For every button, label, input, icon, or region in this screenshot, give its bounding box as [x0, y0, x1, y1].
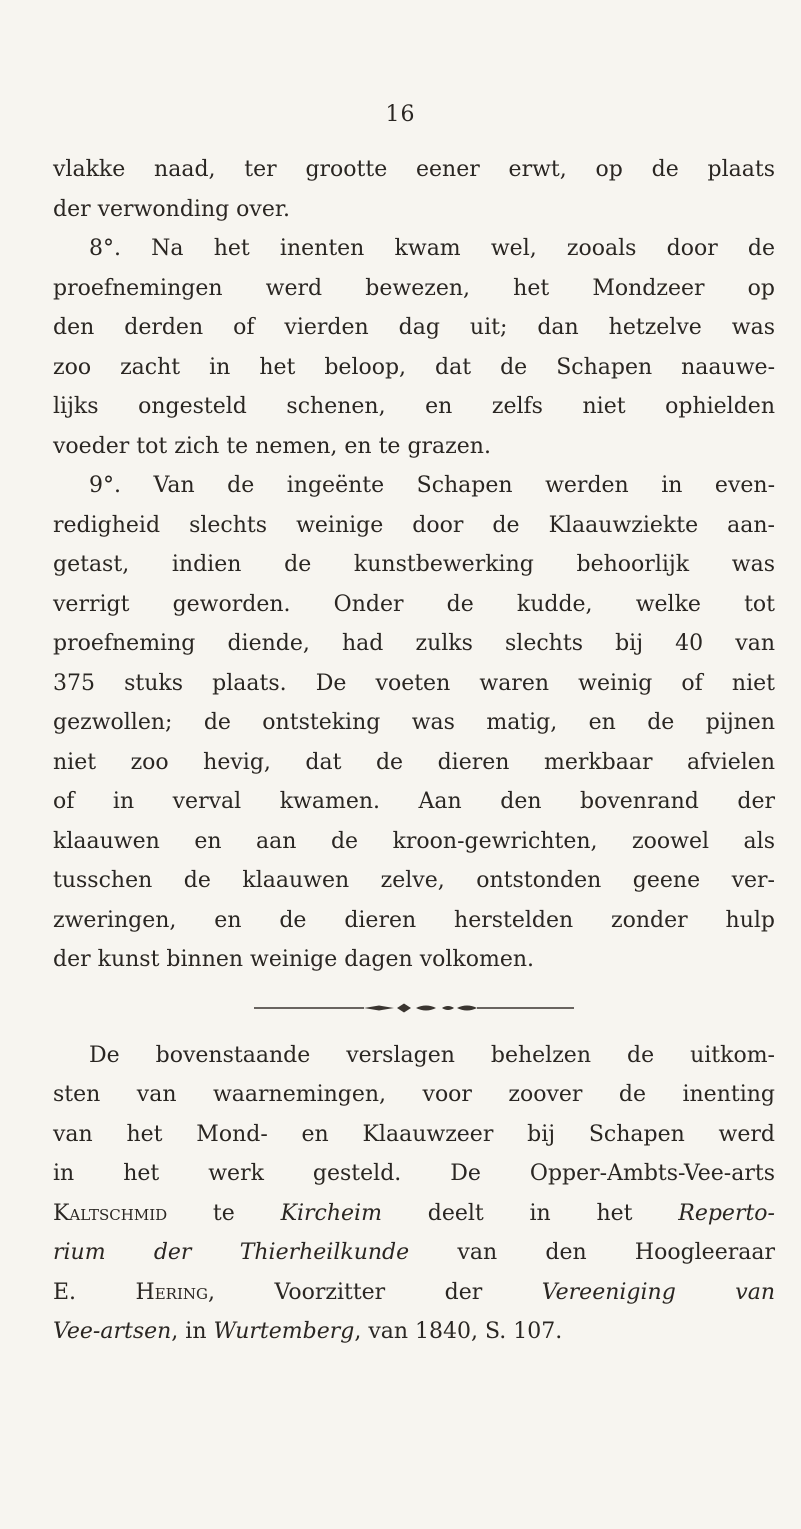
text-line: klaauwen en aan de kroon-gewrichten, zoowel als — [53, 828, 775, 854]
society-name: Vee-artsen — [53, 1319, 172, 1344]
text-line: vlakke naad, ter grootte eener erwt, op de plaats — [53, 157, 775, 182]
text-line: redigheid slechts weinige door de Klaauwziekte aan- — [53, 512, 775, 538]
text-line: zweringen, en de dieren herstelden zonder hulp — [53, 907, 775, 933]
text-line: den derden of vierden dag uit; dan hetzelve was — [53, 315, 775, 340]
text-line: of in verval kwamen. Aan den bovenrand der — [53, 789, 775, 814]
text-line: sten van waarnemingen, voor zoover de inenting — [53, 1082, 775, 1107]
text-line: zoo zacht in het beloop, dat de Schapen naauwe- — [53, 354, 775, 380]
paragraph-closing — [53, 1036, 775, 1352]
text-span: E. — [53, 1279, 77, 1305]
place-name: Kircheim — [280, 1200, 382, 1226]
text-line — [53, 1312, 775, 1352]
text-line: De bovenstaande verslagen behelzen de uitkom- — [89, 1042, 775, 1068]
text-line — [53, 1194, 775, 1234]
text-line: proefneming diende, had zulks slechts bij 40 van — [53, 631, 775, 656]
text-line: van het Mond- en Klaauwzeer bij Schapen werd — [53, 1121, 775, 1147]
text-span: deelt in het — [427, 1200, 633, 1226]
text-line: proefnemingen werd bewezen, het Mondzeer op — [53, 275, 775, 301]
text-span: , van 1840, S. 107. — [354, 1319, 563, 1344]
page-number: 16 — [385, 102, 416, 127]
text-line: niet zoo hevig, dat de dieren merkbaar afvielen — [53, 749, 775, 775]
ornament-rule-icon — [254, 1002, 574, 1014]
text-line: getast, indien de kunstbewerking behoorlijk was — [53, 552, 775, 577]
ornamental-divider — [53, 980, 775, 1036]
text-line: der verwonding over. — [53, 196, 290, 222]
text-span: van den Hoogleeraar — [457, 1240, 775, 1265]
text-line: verrigt geworden. Onder de kudde, welke tot — [53, 591, 775, 617]
text-line: tusschen de klaauwen zelve, ontstonden geene ver- — [53, 868, 775, 893]
person-name: Hering — [135, 1279, 209, 1305]
text-line: 375 stuks plaats. De voeten waren weinig of niet — [53, 670, 775, 696]
text-span: , in — [171, 1319, 207, 1344]
text-line: voeder tot zich te nemen, en te grazen. — [53, 433, 491, 459]
place-name: Wurtemberg — [213, 1319, 355, 1344]
text-span: , Voorzitter der — [208, 1279, 483, 1305]
text-line — [53, 1233, 775, 1273]
paragraph-point-8 — [53, 229, 775, 466]
text-line: der kunst binnen weinige dagen volkomen. — [53, 947, 535, 972]
text-span: te — [212, 1200, 235, 1226]
paragraph-point-9 — [53, 466, 775, 980]
society-name: Vereeniging van — [541, 1279, 775, 1305]
text-line — [53, 1273, 775, 1313]
text-line: lijks ongesteld schenen, en zelfs niet ophielden — [53, 394, 775, 419]
journal-title: rium der Thierheilkunde — [53, 1240, 410, 1265]
journal-title: Reperto- — [678, 1200, 775, 1226]
text-line: 8°. Na het inenten kwam wel, zooals door de — [89, 236, 775, 261]
body-text — [53, 150, 775, 1352]
text-line: 9°. Van de ingeënte Schapen werden in even- — [89, 473, 775, 498]
text-line: gezwollen; de ontsteking was matig, en de pijnen — [53, 710, 775, 735]
paragraph-continued — [53, 150, 775, 229]
text-line: in het werk gesteld. De Opper-Ambts-Vee-arts — [53, 1161, 775, 1186]
person-name: Kaltschmid — [53, 1200, 168, 1226]
